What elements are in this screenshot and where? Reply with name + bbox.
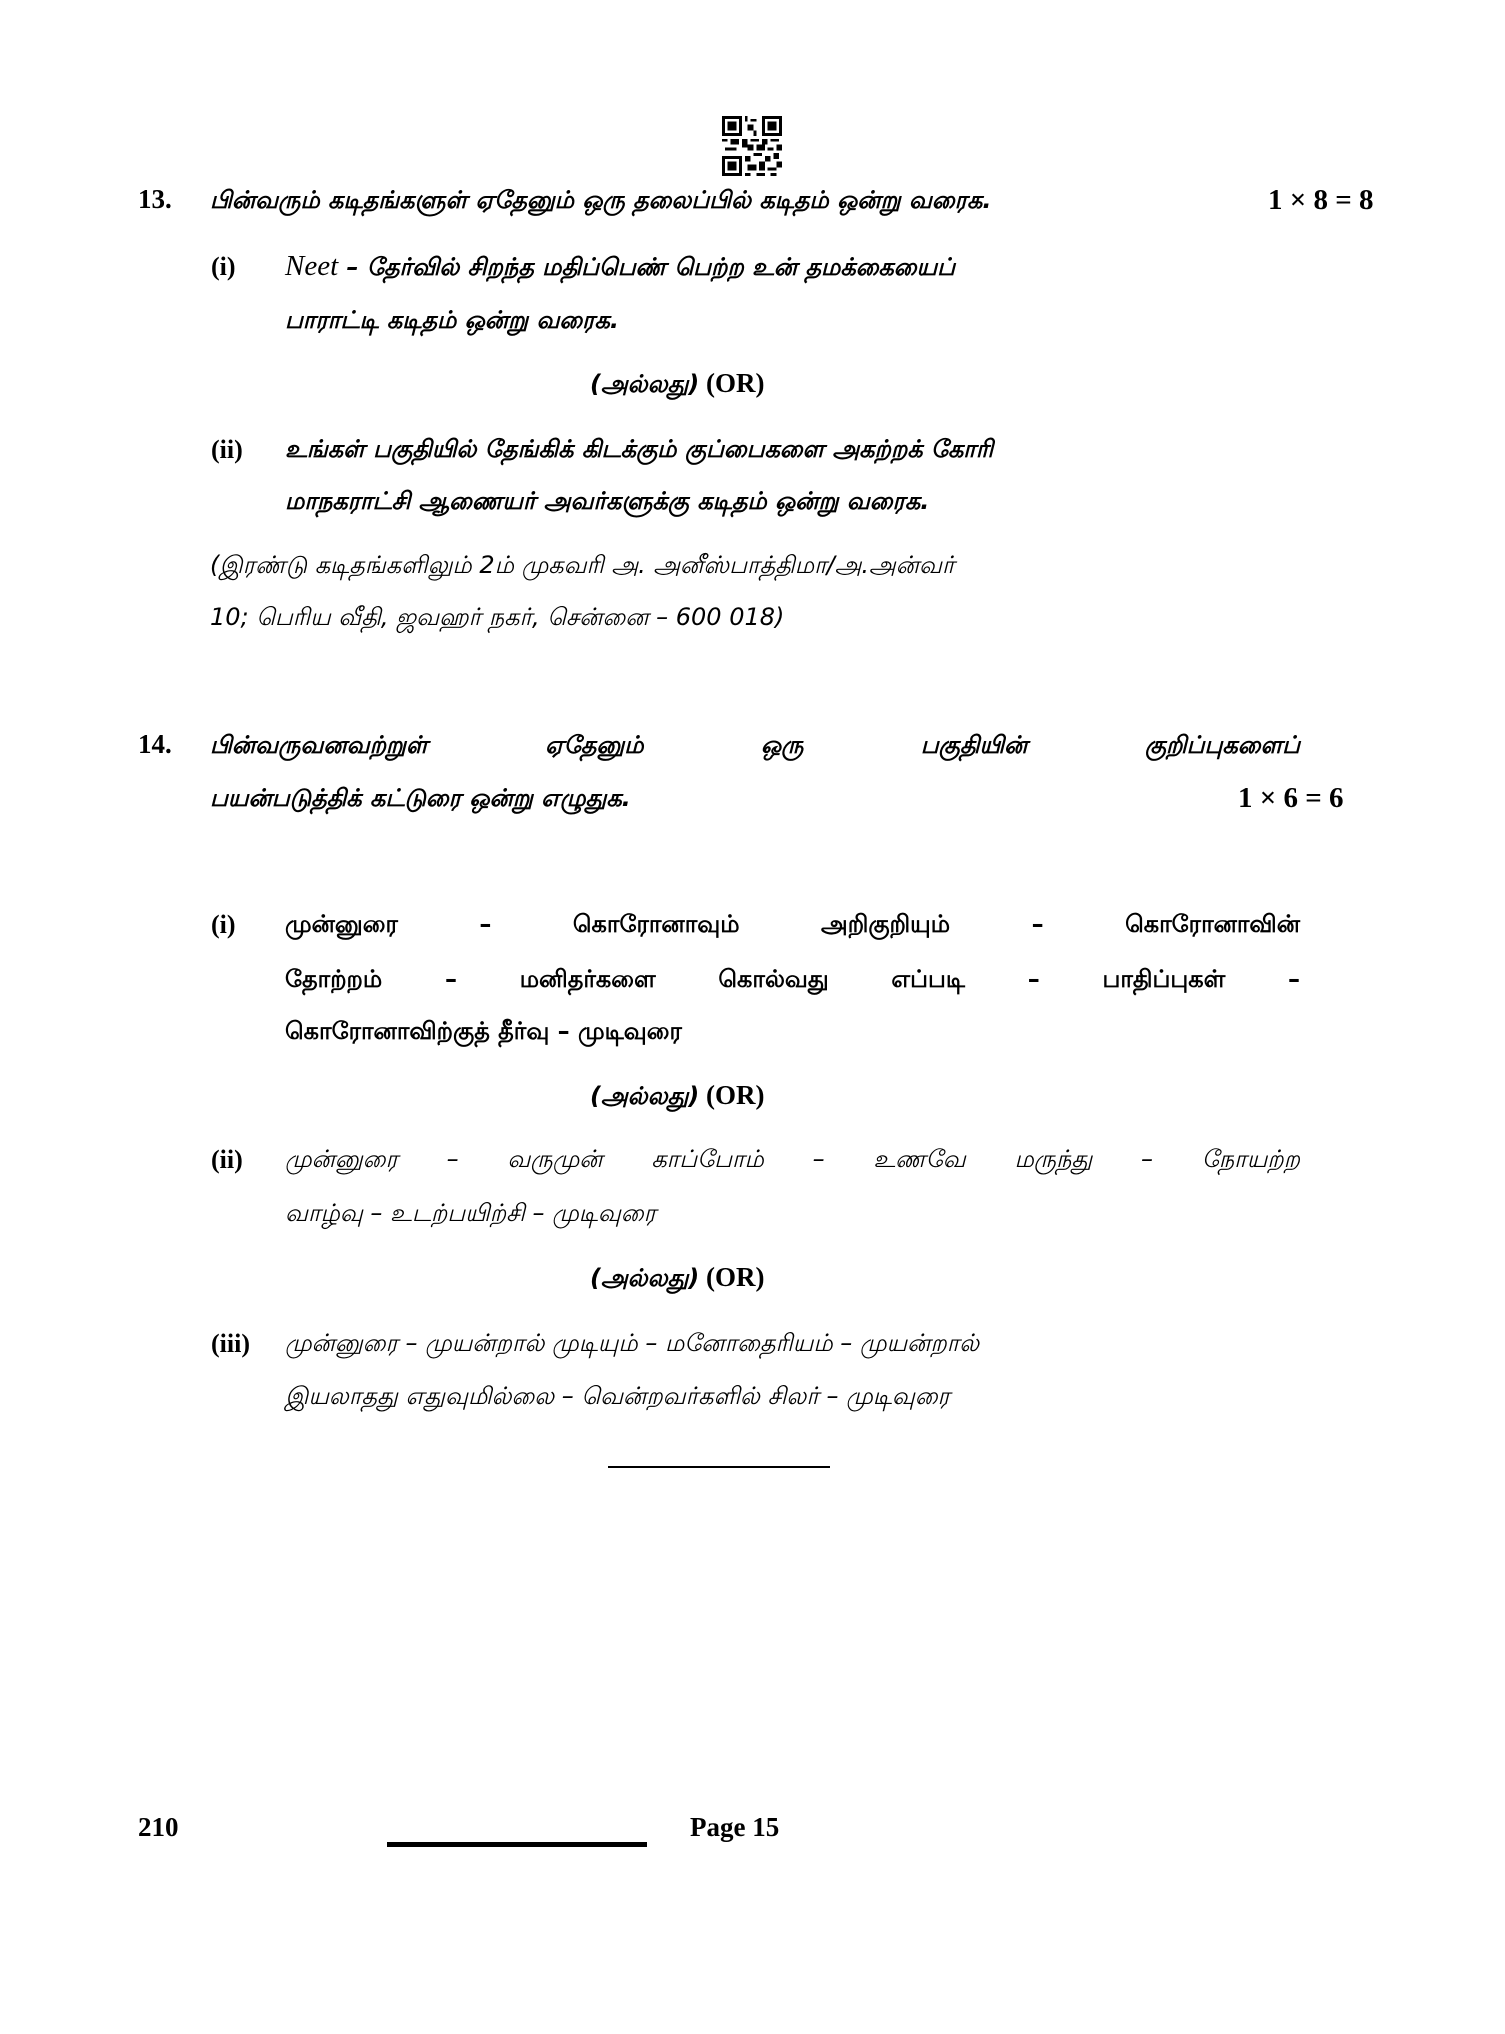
word: நோயற்ற xyxy=(1201,1145,1300,1173)
word: கொரோனாவின் xyxy=(1125,910,1300,938)
word: உணவே xyxy=(873,1145,966,1173)
word: குறிப்புகளைப் xyxy=(1144,731,1300,759)
word: ஒரு xyxy=(761,731,804,759)
option-14-ii-label: (ii) xyxy=(211,1145,243,1174)
word: மனிதர்களை xyxy=(519,965,656,993)
option-14-i-label: (i) xyxy=(211,910,236,939)
question-13-number: 13. xyxy=(138,184,172,214)
footer-rule xyxy=(387,1842,647,1847)
option-13-i-line2: பாராட்டி கடிதம் ஒன்று வரைக. xyxy=(285,306,619,334)
or-english: (OR) xyxy=(706,1262,765,1292)
option-13-ii-label: (ii) xyxy=(211,435,243,464)
question-14-instruction-line2: பயன்படுத்திக் கட்டுரை ஒன்று எழுதுக. xyxy=(210,784,631,812)
word: மருந்து xyxy=(1014,1145,1093,1173)
word: காப்போம் xyxy=(651,1145,764,1173)
option-14-iii-line1: முன்னுரை – முயன்றால் முடியும் – மனோதைரியம் – முயன்றால் xyxy=(285,1329,980,1357)
word: – xyxy=(446,1145,459,1173)
question-14-number: 14. xyxy=(138,729,172,759)
option-14-iii-line2: இயலாதது எதுவுமில்லை – வென்றவர்களில் சிலர் – முடிவுரை xyxy=(285,1382,950,1410)
address-note-line1: (இரண்டு கடிதங்களிலும் 2ம் முகவரி அ. அனீஸ்பாத்திமா/அ.அன்வர் xyxy=(210,551,955,579)
or-tamil: (அல்லது) xyxy=(590,1082,700,1110)
question-13-marks: 1 × 8 = 8 xyxy=(1268,184,1374,216)
word: – xyxy=(444,965,457,993)
option-13-ii-line2: மாநகராட்சி ஆணையர் அவர்களுக்கு கடிதம் ஒன்று வரைக. xyxy=(285,487,930,515)
word: அறிகுறியும் xyxy=(821,910,951,938)
option-14-i-line3: கொரோனாவிற்குத் தீர்வு – முடிவுரை xyxy=(285,1017,682,1045)
or-separator-13 xyxy=(590,368,765,401)
or-tamil: (அல்லது) xyxy=(590,370,700,398)
word: எப்படி xyxy=(891,965,965,993)
word: – xyxy=(1288,965,1300,993)
footer-code: 210 xyxy=(138,1812,179,1842)
word: பின்வருவனவற்றுள் xyxy=(210,731,428,759)
option-14-i-line2 xyxy=(285,965,1300,996)
word: வருமுன் xyxy=(507,1145,603,1173)
option-13-i-text: – தேர்வில் சிறந்த மதிப்பெண் பெற்ற உன் தமக்கையைப் xyxy=(338,253,955,281)
or-tamil: (அல்லது) xyxy=(590,1264,700,1292)
word: – xyxy=(812,1145,825,1173)
or-separator-14a xyxy=(590,1080,765,1113)
word: பகுதியின் xyxy=(920,731,1028,759)
question-13-instruction: பின்வரும் கடிதங்களுள் ஏதேனும் ஒரு தலைப்பில் கடிதம் ஒன்று வரைக. xyxy=(210,186,992,214)
neet-term: Neet xyxy=(285,250,339,282)
word: கொல்வது xyxy=(718,965,829,993)
option-13-i-line1 xyxy=(285,250,955,284)
word: தோற்றம் xyxy=(285,965,383,993)
word: – xyxy=(479,910,492,938)
word: முன்னுரை xyxy=(285,1145,398,1173)
word: கொரோனாவும் xyxy=(572,910,740,938)
word: – xyxy=(1027,965,1040,993)
option-13-ii-line1: உங்கள் பகுதியில் தேங்கிக் கிடக்கும் குப்பைகளை அகற்றக் கோரி xyxy=(285,435,994,463)
page-number: Page 15 xyxy=(690,1812,780,1842)
qr-code-icon xyxy=(722,115,782,177)
word: ஏதேனும் xyxy=(545,731,644,759)
option-14-ii-line2: வாழ்வு – உடற்பயிற்சி – முடிவுரை xyxy=(285,1199,656,1227)
option-14-iii-label: (iii) xyxy=(211,1329,250,1358)
question-14-marks: 1 × 6 = 6 xyxy=(1238,782,1344,814)
or-english: (OR) xyxy=(706,1080,765,1110)
option-13-i-label: (i) xyxy=(211,252,236,281)
end-divider xyxy=(608,1466,830,1468)
question-14-instruction-line1 xyxy=(210,731,1300,762)
option-14-ii-line1 xyxy=(285,1145,1300,1176)
word: – xyxy=(1140,1145,1153,1173)
or-english: (OR) xyxy=(706,368,765,398)
word: முன்னுரை xyxy=(285,910,398,938)
or-separator-14b xyxy=(590,1262,765,1295)
word: – xyxy=(1031,910,1044,938)
word: பாதிப்புகள் xyxy=(1102,965,1226,993)
option-14-i-line1 xyxy=(285,910,1300,941)
address-note-line2: 10; பெரிய வீதி, ஜவஹர் நகர், சென்னை – 600 018) xyxy=(210,603,785,631)
